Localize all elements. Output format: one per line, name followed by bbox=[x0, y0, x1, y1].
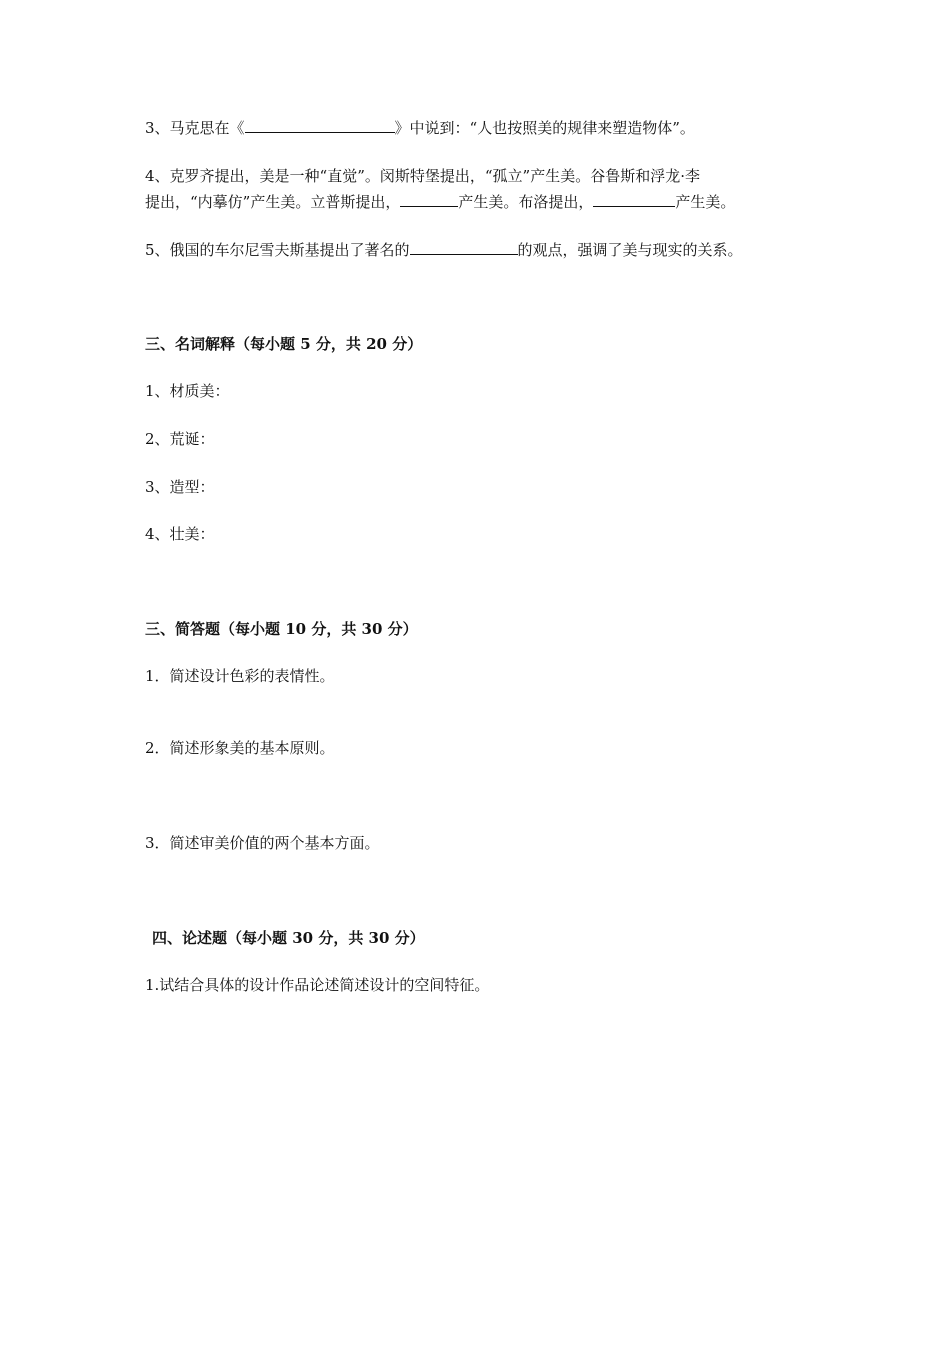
short-answer-item: 3．简述审美价值的两个基本方面。 bbox=[145, 834, 380, 852]
fill-question-4-line1 bbox=[145, 166, 700, 186]
term-item: 4、壮美： bbox=[145, 525, 215, 543]
short-answer-item: 1．简述设计色彩的表情性。 bbox=[145, 667, 335, 685]
q4-line2-c: 产生美。 bbox=[675, 193, 736, 211]
fill-question-4-line2 bbox=[145, 192, 735, 212]
fill-question-5 bbox=[145, 240, 743, 260]
q3-prefix: 3、马克思在《 bbox=[145, 119, 245, 137]
section-heading-essay: 四、论述题（每小题 30 分，共 30 分） bbox=[152, 929, 425, 947]
term-item: 3、造型： bbox=[145, 478, 215, 496]
q4-line2-a: 提出，“内摹仿”产生美。立普斯提出， bbox=[145, 193, 401, 211]
section-heading-terms: 三、名词解释（每小题 5 分，共 20 分） bbox=[145, 335, 423, 353]
term-item: 1、材质美： bbox=[145, 382, 230, 400]
section-heading-short-answer: 三、简答题（每小题 10 分，共 30 分） bbox=[145, 620, 418, 638]
q5-suffix: 的观点，强调了美与现实的关系。 bbox=[517, 241, 743, 259]
q4-blank-2 bbox=[593, 192, 675, 207]
q4-blank-1 bbox=[400, 192, 458, 207]
q4-line2-b: 产生美。布洛提出， bbox=[458, 193, 594, 211]
term-item: 2、荒诞： bbox=[145, 430, 215, 448]
q5-blank bbox=[410, 240, 518, 255]
short-answer-item: 2．简述形象美的基本原则。 bbox=[145, 739, 335, 757]
q5-prefix: 5、俄国的车尔尼雪夫斯基提出了著名的 bbox=[145, 241, 410, 259]
q3-blank bbox=[245, 118, 395, 133]
essay-item: 1.试结合具体的设计作品论述简述设计的空间特征。 bbox=[145, 976, 490, 994]
q3-suffix: 》中说到：“人也按照美的规律来塑造物体”。 bbox=[394, 119, 695, 137]
fill-question-3 bbox=[145, 118, 695, 138]
q4-line1: 4、克罗齐提出，美是一种“直觉”。闵斯特堡提出，“孤立”产生美。谷鲁斯和浮龙·李 bbox=[145, 167, 700, 185]
